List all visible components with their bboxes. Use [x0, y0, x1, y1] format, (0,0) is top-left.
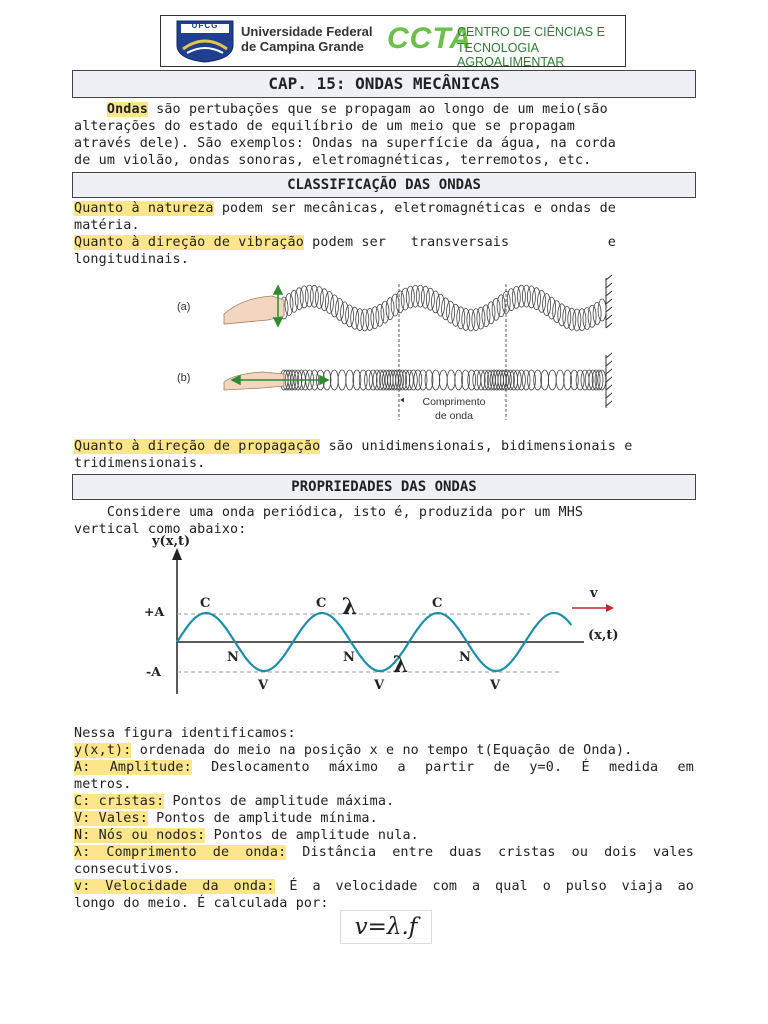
intro-line-3: através dele). São exemplos: Ondas na superfície da água, na corda — [74, 136, 616, 151]
def-a — [74, 759, 694, 776]
spring-coil-a — [315, 287, 323, 309]
spring-coil-a — [336, 298, 344, 320]
wall-icon — [606, 275, 612, 408]
properties-line-2: vertical como abaixo: — [74, 522, 247, 537]
spring-coil-b — [439, 370, 447, 390]
spring-coil-a — [452, 304, 460, 326]
spring-coil-b — [528, 370, 536, 390]
spring-coil-a — [538, 290, 546, 312]
def-lambda — [74, 844, 694, 861]
wave-figure — [140, 532, 640, 702]
node-label: N — [459, 650, 471, 665]
spring-coil-b — [338, 370, 346, 390]
def-a-line2: metros. — [74, 777, 132, 792]
spring-coil-b — [576, 370, 584, 390]
spring-coil-a — [396, 291, 404, 313]
university-name-line2: de Campina Grande — [241, 39, 364, 54]
spring-coil-a — [482, 305, 490, 327]
spring-coil-b — [468, 370, 476, 390]
spring-label-b: (b) — [177, 372, 191, 384]
velocity-arrow-icon — [572, 604, 614, 612]
plus-a-label: +A — [144, 604, 165, 619]
spring-coil-a — [305, 285, 313, 307]
def-n-text: Pontos de amplitude nula. — [205, 828, 419, 843]
vibracao-label: Quanto à direção de vibração — [74, 235, 304, 250]
spring-coil-a — [517, 285, 525, 307]
spring-coil-a — [558, 304, 566, 326]
spring-coil-b — [365, 370, 373, 390]
spring-coil-a — [325, 292, 333, 314]
intro-term: Ondas — [106, 102, 148, 117]
center-name-line1: CENTRO DE CIÊNCIAS E — [457, 25, 605, 39]
wavelength-label-line1: Comprimento — [404, 396, 504, 408]
vibracao-line-1 — [74, 234, 694, 251]
def-y-text: ordenada do meio na posição x e no tempo t(Equação de Onda). — [131, 743, 633, 758]
def-y — [74, 742, 694, 759]
university-name-line1: Universidade Federal — [241, 24, 373, 39]
intro-line-4: de um violão, ondas sonoras, eletromagnéticas, terremotos, etc. — [74, 153, 592, 168]
spring-coil-a — [543, 294, 551, 316]
spring-coil-a — [290, 290, 298, 312]
crest-label: C — [200, 596, 211, 611]
natureza-line-1 — [74, 200, 694, 217]
spring-coil-a — [371, 307, 379, 329]
valley-label: V — [490, 678, 501, 693]
def-y-label: y(x,t): — [74, 743, 132, 758]
x-axis-label: (x,t) — [588, 628, 619, 643]
spring-coil-a — [381, 301, 389, 323]
spring-coil-b — [556, 370, 564, 390]
spring-coil-b — [548, 370, 556, 390]
vibracao-text-1: podem ser transversais e — [303, 235, 616, 250]
spring-figure — [172, 270, 622, 435]
spring-coil-a — [320, 289, 328, 311]
def-c-text: Pontos de amplitude máxima. — [164, 794, 395, 809]
y-axis-label: y(x,t) — [152, 534, 191, 549]
spring-coil-a — [442, 298, 450, 320]
velocity-formula: v=λ.f — [340, 910, 432, 944]
spring-coil-a — [588, 305, 596, 327]
spring-coil-a — [426, 288, 434, 310]
spring-coil-b — [414, 370, 422, 390]
ufcg-shield-text: UFCG — [191, 21, 219, 30]
spring-coil-a — [356, 309, 364, 331]
spring-coil-a — [285, 294, 293, 316]
crest-label: C — [432, 596, 443, 611]
propagation-block — [74, 438, 694, 472]
crest-label: C — [316, 596, 327, 611]
vibracao-line-2: longitudinais. — [74, 252, 189, 267]
spring-coil-a — [341, 302, 349, 324]
def-lambda-label: λ: Comprimento de onda: — [74, 845, 287, 860]
spring-coil-a — [437, 294, 445, 316]
node-label: N — [343, 650, 355, 665]
spring-coil-a — [497, 295, 505, 317]
intro-line-1 — [74, 101, 694, 118]
spring-coil-a — [573, 309, 581, 331]
center-name-line2: TECNOLOGIA AGROALIMENTAR — [457, 41, 565, 69]
spring-coil-a — [492, 298, 500, 320]
y-axis-arrow-icon — [172, 548, 182, 560]
velocity-label: v — [590, 586, 598, 601]
lambda-label-lower: λ — [392, 652, 409, 678]
transverse-spring — [280, 285, 606, 331]
spring-coil-a — [533, 288, 541, 310]
spring-coil-b — [473, 370, 481, 390]
def-vel-label: v: Velocidade da onda: — [74, 879, 275, 894]
spring-coil-a — [386, 298, 394, 320]
valley-label: V — [258, 678, 269, 693]
spring-coil-b — [330, 370, 338, 390]
spring-coil-a — [467, 309, 475, 331]
intro-line-2: alterações do estado de equilíbrio de um meio que se propagam — [74, 119, 575, 134]
spring-coil-a — [346, 305, 354, 327]
node-label: N — [227, 650, 239, 665]
properties-heading: PROPRIEDADES DAS ONDAS — [72, 474, 696, 500]
def-c — [74, 793, 694, 810]
def-vel — [74, 878, 694, 895]
spring-coil-a — [432, 291, 440, 313]
spring-coil-a — [391, 294, 399, 316]
def-n — [74, 827, 694, 844]
lambda-label-upper: λ — [341, 594, 358, 620]
def-vel-line2: longo do meio. É calculada por: — [74, 896, 329, 911]
properties-line-1: Considere uma onda periódica, isto é, produzida por um MHS — [74, 505, 584, 520]
wavelength-label-line2: de onda — [435, 410, 473, 422]
intro-paragraph — [74, 101, 694, 169]
intro-text-1: são pertubações que se propagam ao longo de um meio(são — [147, 102, 608, 117]
header-logo-bar — [160, 15, 626, 67]
chapter-title: CAP. 15: ONDAS MECÂNICAS — [72, 70, 696, 98]
spring-drawing — [172, 270, 622, 435]
spring-coil-a — [447, 301, 455, 323]
def-v-label: V: Vales: — [74, 811, 148, 826]
spring-coil-a — [487, 302, 495, 324]
minus-a-label: -A — [146, 664, 161, 679]
propagacao-line-1 — [74, 438, 694, 455]
def-v — [74, 810, 694, 827]
propagacao-label: Quanto à direção de propagação — [74, 439, 321, 454]
spring-coil-b — [447, 370, 455, 390]
spring-coil-a — [331, 295, 339, 317]
definitions-block — [74, 725, 694, 912]
classification-heading: CLASSIFICAÇÃO DAS ONDAS — [72, 172, 696, 198]
def-vel-text1: É a velocidade com a qual o pulso viaja ao — [274, 879, 694, 894]
valley-label: V — [374, 678, 385, 693]
spring-coil-a — [376, 304, 384, 326]
spring-coil-a — [553, 301, 561, 323]
def-a-text1: Deslocamento máximo a partir de y=0. É medida em — [191, 760, 694, 775]
spring-coil-a — [411, 285, 419, 307]
definitions-intro: Nessa figura identificamos: — [74, 726, 296, 741]
def-lambda-line2: consecutivos. — [74, 862, 181, 877]
spring-coil-b — [353, 370, 361, 390]
ccta-logo-text: CCTA — [387, 22, 473, 55]
propagacao-text-1: são unidimensionais, bidimensionais e — [320, 439, 633, 454]
spring-coil-a — [598, 299, 606, 321]
spring-label-a: (a) — [177, 301, 191, 313]
def-lambda-text1: Distância entre duas cristas ou dois vales — [286, 845, 695, 860]
def-a-label: A: Amplitude: — [74, 760, 192, 775]
spring-coil-a — [593, 302, 601, 324]
def-c-label: C: cristas: — [74, 794, 165, 809]
spring-coil-a — [477, 307, 485, 329]
natureza-text-1: podem ser mecânicas, eletromagnéticas e ondas de — [213, 201, 616, 216]
natureza-line-2: matéria. — [74, 218, 140, 233]
wave-chart — [140, 532, 640, 702]
classification-block — [74, 200, 694, 268]
spring-coil-a — [583, 308, 591, 330]
spring-coil-a — [548, 297, 556, 319]
propagacao-line-2: tridimensionais. — [74, 456, 206, 471]
def-n-label: N: Nós ou nodos: — [74, 828, 206, 843]
def-v-text: Pontos de amplitude mínima. — [147, 811, 378, 826]
natureza-label: Quanto à natureza — [74, 201, 214, 216]
